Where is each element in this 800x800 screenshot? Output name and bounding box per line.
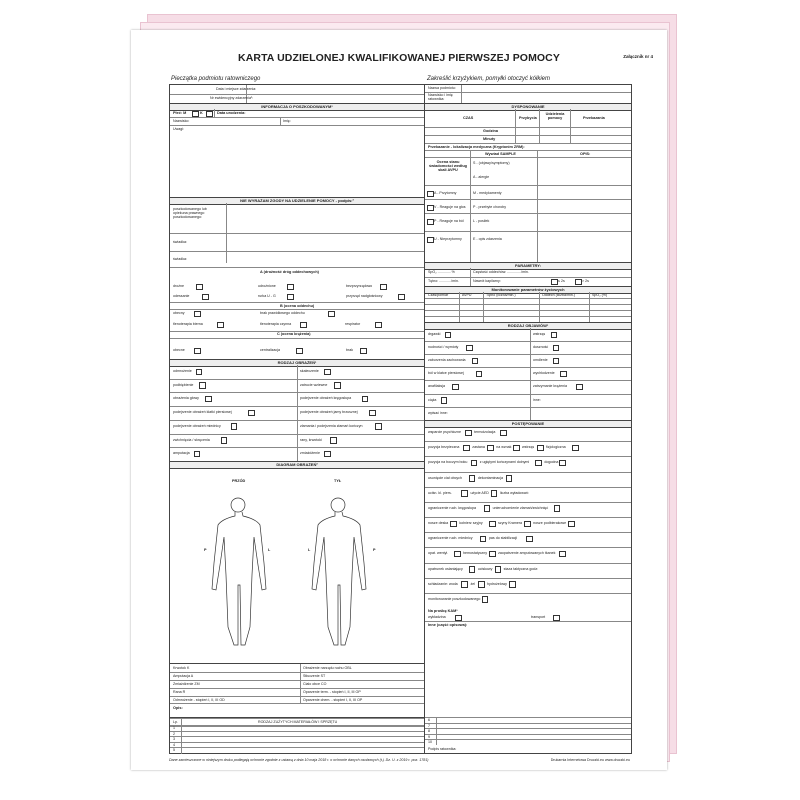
procedure-label: monitorowanie poszkodowanego [428, 596, 481, 601]
procedure-checkbox[interactable] [495, 566, 502, 573]
avpu-checkbox[interactable] [427, 237, 434, 244]
symptom-label: anafilaksja [428, 384, 445, 389]
injury-label: złamania i podejrzenia złamań kończyn [300, 423, 363, 428]
procedure-checkbox[interactable] [478, 581, 485, 588]
procedure-label: wsparcie psychiczne [428, 430, 461, 434]
injury-checkbox[interactable] [205, 396, 212, 403]
avpu-label: U - Nieprzytomny [434, 237, 462, 241]
procedure-checkbox[interactable] [572, 445, 579, 452]
procedure-label: dekontaminacja [477, 475, 504, 480]
materials-row-number: 10 [428, 740, 432, 745]
procedure-checkbox[interactable] [482, 596, 489, 603]
symptom-label: wstrząs [533, 332, 546, 336]
name-row: Nazwisko: Imię: [170, 117, 424, 126]
right-column [424, 84, 632, 754]
pulse-row: Tętno: ............/min. Nawrót kapilarny: ≤ 2s > 2s [425, 277, 631, 287]
diagram-header: DIAGRAM OBRAŻEŃ² [170, 461, 424, 469]
sample-label: M - medykamenty [473, 191, 502, 195]
materials-rows-left [170, 725, 424, 753]
procedure-label: pas do stabilizacji [488, 536, 518, 541]
procedure-checkbox[interactable] [535, 460, 542, 467]
procedure-checkbox[interactable] [537, 445, 544, 452]
procedure-label: kołnierz szyjny [459, 521, 483, 525]
avpu-sample-block: Ocena stanu świadomości według skali AVPU A - Przytomny V - Reaguje na głos P - Reaguje na ból U - Nieprzytomny S - (objawy/symptomy) A - alergie M - medykamenty P - przebyte choroby L - posiłek E - opis zdarzenia [425, 157, 631, 262]
back-left-label: L [308, 548, 311, 552]
symptom-label: duszność [533, 345, 549, 350]
symptom-label: zatrzymanie krążenia [533, 384, 567, 389]
other-row: Inne (część opisowa): [425, 621, 631, 718]
monitor-col-header: Czas/pomiar [428, 293, 449, 297]
injury-header: RODZAJ OBRAŻEŃ¹ [170, 359, 424, 367]
legend-item: Krwotok K [173, 666, 190, 670]
procedure-checkbox[interactable] [489, 551, 496, 558]
monitor-header: Monitorowanie parametrów życiowych [425, 286, 631, 294]
injury-list [170, 365, 424, 461]
procedure-checkbox[interactable] [559, 460, 566, 467]
dispatch-header: DYSPONOWANIE [425, 103, 631, 111]
back-right-label: P [373, 548, 376, 552]
front-left-label: L [268, 548, 271, 552]
symptom-checkbox[interactable] [560, 371, 567, 378]
procedure-label: wstrząs [522, 445, 535, 450]
breathing-present-checkbox[interactable] [194, 311, 201, 318]
procedure-checkbox[interactable] [513, 445, 520, 452]
cap-refill-slow-checkbox[interactable] [575, 279, 582, 286]
left-column [169, 84, 425, 754]
materials-row-number: 6 [428, 718, 430, 722]
procedure-label: pozycja na boczym boku [428, 460, 468, 465]
procedure-checkbox[interactable] [554, 505, 561, 512]
procedure-label: fizjologiczna [546, 445, 566, 450]
procedure-label: szyny Kramera [498, 521, 523, 525]
event-no-row: Nr ewidencyjny zdarzenia¹: [170, 94, 424, 104]
procedure-label: nosze podbierakowe [533, 521, 567, 525]
materials-row-number: 8 [428, 729, 430, 734]
procedure-checkbox[interactable] [559, 551, 566, 558]
materials-row-number: 7 [428, 723, 430, 728]
cap-refill-fast-checkbox[interactable] [551, 279, 558, 286]
instruction-label: Zakreślić krzyżykiem, pomyłki otoczyć kółkiem [427, 76, 551, 82]
breathing-section: obecny brak prawidłowego oddechu tlenoterapia bierna tlenoterapia czynna respirator [170, 309, 424, 332]
injury-checkbox[interactable] [221, 437, 228, 444]
signature-row: Podpis ratownika: [428, 747, 457, 751]
injury-checkbox[interactable] [324, 369, 331, 376]
injury-label: zwichnięcia / skręcenia [173, 437, 210, 442]
respirator-checkbox[interactable] [375, 322, 382, 329]
procedure-label: opatrunek osłaniający [428, 566, 463, 571]
avpu-checkbox[interactable] [427, 191, 434, 198]
kam-row: Na prośbę KAM³ wykładzina transport [425, 608, 631, 622]
symptom-checkbox[interactable] [553, 345, 560, 352]
injury-checkbox[interactable] [334, 382, 341, 389]
procedure-label: liczba wyładowań: [499, 490, 529, 495]
procedure-checkbox[interactable] [524, 521, 531, 528]
procedure-checkbox[interactable] [461, 581, 468, 588]
injury-checkbox[interactable] [199, 382, 206, 389]
legend-item: Obrażenie narządu ruchu OBL [303, 666, 352, 670]
refuse-row-2: świadka: [170, 233, 424, 252]
org-row: Nazwa podmiotu: [425, 85, 631, 93]
avpu-sample-header: Wywiad SAMPLE OPIS: [425, 150, 631, 158]
symptom-checkbox[interactable] [466, 345, 473, 352]
procedure-checkbox[interactable] [526, 536, 533, 543]
procedure-checkbox[interactable] [506, 475, 513, 482]
sample-label: L - posiłek [473, 219, 490, 223]
injury-label: podejrzenie obrażeń klatki piersiowej [173, 410, 232, 415]
monitor-col-header: Oddech (liczba/min.) [542, 293, 575, 297]
procedure-label: opat. wentyl. [428, 551, 449, 556]
procedure-checkbox[interactable] [463, 445, 470, 452]
time-header-row: CZAS Przybycia Udzielenia pomocy Przekazania [425, 109, 631, 128]
procedure-checkbox[interactable] [461, 490, 468, 497]
info-header: INFORMACJA O POSZKODOWANYM¹ [170, 103, 424, 111]
front-right-label: P [204, 548, 207, 552]
materials-header-row: Lp. RODZAJ ZUŻYTYCH MATERIAŁÓW I SPRZĘTU [170, 717, 424, 727]
legend-item: Odmrożenie - stopień I, II, III OD [173, 698, 225, 702]
passive-oxygen-checkbox[interactable] [217, 322, 224, 329]
form-sheet [131, 30, 667, 770]
injury-label: zatrucie wziewne [300, 382, 328, 387]
injury-label: skaleczenie [300, 369, 319, 373]
symptom-label: wychłodzenie [533, 371, 555, 376]
injury-label: podejrzenie obrażeń miednicy [173, 423, 221, 428]
monitor-col-header: Tętno (liczba/min.) [486, 293, 516, 297]
procedure-checkbox[interactable] [469, 566, 476, 573]
avpu-checkbox[interactable] [427, 205, 434, 212]
procedure-label: z ugiętymi kończynami dolnymi [479, 460, 530, 465]
symptom-label: ból w klatce piersiowej [428, 371, 464, 376]
injury-label: podejrzenie obrażeń kręgosłupa [300, 396, 352, 401]
legend-item: Rana R [173, 690, 186, 694]
procedure-label: usunięcie ciał obcych [428, 475, 462, 480]
symptom-checkbox[interactable] [551, 332, 558, 339]
airway-ug-checkbox[interactable] [287, 294, 294, 301]
procedure-label: unieruchomienie złamań/zwichnięć [492, 505, 549, 510]
refuse-header: NIE WYRAŻAM ZGODY NA UDZIELENIE POMOCY - podpis:² [170, 197, 424, 205]
injury-label: rany, krwotoki [300, 437, 322, 442]
legend-item: Ciało obce CO [303, 682, 327, 686]
form-title: KARTA UDZIELONEJ KWALIFIKOWANEJ PIERWSZEJ POMOCY [238, 52, 560, 64]
procedure-label: ograniczenie ruch. miednicy [428, 536, 473, 541]
minute-row: Minuty [425, 135, 631, 144]
sample-label: A - alergie [473, 175, 490, 179]
symptom-checkbox[interactable] [472, 358, 479, 365]
symptom-label: nudności / wymioty [428, 345, 459, 350]
injury-checkbox[interactable] [196, 369, 203, 376]
procedure-checkbox[interactable] [465, 430, 472, 437]
procedure-label: uciśn. kl. piers. [428, 490, 452, 495]
procedure-label: termoizolacja [474, 430, 496, 434]
procedure-label: na wznak [496, 445, 512, 450]
injury-label: podejrzenie obrażeń jamy brzusznej [300, 410, 358, 415]
centralization-checkbox[interactable] [296, 348, 303, 355]
symptom-checkbox[interactable] [452, 384, 459, 391]
injury-checkbox[interactable] [194, 451, 201, 458]
injury-checkbox[interactable] [324, 451, 331, 458]
procedure-label: żel [470, 581, 476, 586]
airway-patent-checkbox[interactable] [196, 284, 203, 291]
materials-row-number: 1 [173, 726, 175, 730]
params-header: PARAMETRY: [425, 262, 631, 270]
proc-header: POSTĘPOWANIE [425, 420, 631, 428]
breathing-abnormal-checkbox[interactable] [328, 311, 335, 318]
description-row: Opis: [170, 703, 424, 719]
airway-supraglottic-checkbox[interactable] [398, 294, 405, 301]
refuse-row-3: świadka: [170, 251, 424, 268]
injury-checkbox[interactable] [375, 423, 382, 430]
notes-row: Uwagi: [170, 125, 424, 198]
procedure-label: zastana [472, 445, 485, 450]
footer-printer: Drukarnia Internetowa Druczki.eu www.druczki.eu [550, 758, 630, 762]
symptom-checkbox[interactable] [445, 332, 452, 339]
injury-label: zmiażdżenie [300, 451, 320, 456]
circulation-section: C (ocena krążenia) obecne centralizacja brak [170, 331, 424, 360]
procedure-checkbox[interactable] [491, 490, 498, 497]
injury-label: podbiębienie [173, 382, 194, 387]
airway-cleared-checkbox[interactable] [287, 284, 294, 291]
procedure-checkbox[interactable] [484, 505, 491, 512]
front-label: PRZÓD [232, 479, 246, 483]
injury-checkbox[interactable] [231, 423, 238, 430]
symptom-label: ciąża [428, 397, 437, 402]
sample-label: E - opis zdarzenia [473, 237, 502, 241]
footer-legal: Dane zamieszczone w niniejszym druku podlegają ochronie zgodnie z ustawą z dnia 10 maja 2018 r. o ochronie danych osobowych (t.j. Dz. U. z 2019 r. poz. 1781) [169, 758, 429, 762]
procedure-label: dogodna [544, 460, 559, 465]
procedure-label: hemostatyczny [463, 551, 488, 556]
monitor-table [425, 292, 631, 322]
legend-item: Oparzenie term. - stopień I, II, III OP [303, 690, 361, 694]
injury-checkbox[interactable] [330, 437, 337, 444]
materials-row-number: 3 [173, 737, 175, 742]
procedure-list [425, 426, 631, 608]
handover-row: Przekazanie - lokalizacja medyczna (Kryptonim ZRM): [425, 143, 631, 151]
procedure-checkbox[interactable] [509, 581, 516, 588]
active-oxygen-checkbox[interactable] [300, 322, 307, 329]
sample-label: P - przebyte choroby [473, 205, 507, 209]
injury-body-diagram[interactable] [170, 467, 424, 657]
procedure-label: użycie AED [470, 490, 489, 495]
symptom-checkbox[interactable] [553, 358, 560, 365]
legend-item: Zmiażdżenie ZM [173, 682, 200, 686]
procedure-checkbox[interactable] [489, 521, 496, 528]
legend-item: Amputacja A [173, 674, 194, 678]
sample-label: S - (objawy/symptomy) [473, 161, 510, 165]
circulation-present-checkbox[interactable] [194, 348, 201, 355]
procedure-checkbox[interactable] [500, 430, 507, 437]
injury-checkbox[interactable] [248, 410, 255, 417]
procedure-checkbox[interactable] [469, 475, 476, 482]
procedure-label: schładzanie: woda [428, 581, 458, 586]
symptom-label: zaburzenia zachowania [428, 358, 466, 363]
injury-checkbox[interactable] [362, 396, 369, 403]
symptom-label: drgawki [428, 332, 441, 336]
rescuer-row: Nazwisko i imię ratownika: [425, 92, 631, 104]
symptom-checkbox[interactable] [441, 397, 448, 404]
procedure-checkbox[interactable] [471, 460, 478, 467]
procedure-label: ograniczenie ruch. kręgosłupa [428, 505, 476, 510]
procedure-label: uciskowy [477, 566, 493, 571]
injury-label: amputacja [173, 451, 190, 456]
procedure-checkbox[interactable] [487, 445, 494, 452]
materials-row-number: 5 [173, 748, 175, 753]
monitor-col-header: AVPU [462, 293, 472, 297]
back-label: TYŁ [334, 479, 342, 483]
injury-label: obrażenia głowy [173, 396, 199, 401]
symptom-checkbox[interactable] [576, 384, 583, 391]
legend-item: Stłuczenie ST [303, 674, 326, 678]
legend-item: Oparzenie chem. - stopień I, II, III OP [303, 698, 363, 702]
refuse-row-1: poszkodowanego lub opiekuna prawnego poszkodowanego: [170, 203, 424, 234]
symptom-header: RODZAJ OBJAWÓW¹ [425, 322, 631, 330]
procedure-checkbox[interactable] [568, 521, 575, 528]
procedure-label: staza taktyczna godz: [503, 566, 539, 571]
avpu-checkbox[interactable] [427, 219, 434, 226]
materials-rows-right [425, 717, 631, 745]
annex-label: Załącznik nr 4 [623, 54, 653, 59]
diagram-legend [170, 663, 424, 704]
materials-row-number: 9 [428, 734, 430, 739]
avpu-label: V - Reaguje na głos [434, 205, 466, 209]
injury-checkbox[interactable] [369, 410, 376, 417]
airway-noequip-checkbox[interactable] [380, 284, 387, 291]
procedure-checkbox[interactable] [454, 551, 461, 558]
symptom-label: wpisać inne: [428, 410, 448, 415]
sex-row: Płeć: M K Data urodzenia: [170, 109, 424, 118]
monitor-col-header: SpO₂ (%) [592, 293, 608, 297]
spo2-row: SpO₂ ............. % Częstość oddechów: ............../min. [425, 268, 631, 278]
circulation-absent-checkbox[interactable] [360, 348, 367, 355]
materials-row-number: 4 [173, 742, 175, 747]
symptom-label: omdlenie [533, 358, 548, 363]
symptom-label: inne: [533, 397, 541, 402]
procedure-label: nosze deska [428, 521, 449, 525]
stamp-label: Pieczątka podmiotu ratowniczego [171, 76, 261, 82]
procedure-label: zaopatrzenie amputowanych tkanek [498, 551, 556, 556]
airway-section: A (drożność dróg oddechowych) drożne udrożnione bezprzyrządowo odessanie rurka U - G przyrząd nadgłośniowy B (ocena oddechu) [170, 267, 424, 310]
materials-row-number: 2 [173, 731, 175, 736]
symptom-checkbox[interactable] [476, 371, 483, 378]
symptom-list [425, 328, 631, 420]
date-place-row: Data i miejsce zdarzenia: [170, 85, 424, 95]
avpu-label: P - Reaguje na ból [434, 219, 464, 223]
hour-row: Godzina [425, 127, 631, 136]
procedure-checkbox[interactable] [480, 536, 487, 543]
injury-label: odmrożenie [173, 369, 192, 373]
avpu-label: A - Przytomny [434, 191, 457, 195]
procedure-checkbox[interactable] [450, 521, 457, 528]
airway-suction-checkbox[interactable] [202, 294, 209, 301]
procedure-label: hydrożelowy [487, 581, 507, 586]
procedure-label: pozycja bezpieczna [428, 445, 460, 450]
